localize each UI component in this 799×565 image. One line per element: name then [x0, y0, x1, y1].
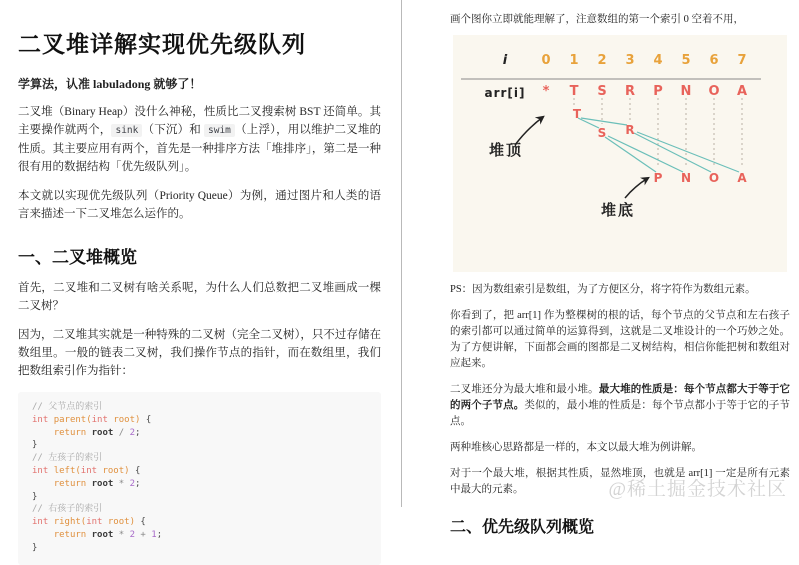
right-column — [450, 0, 790, 537]
tree-node: N — [680, 171, 692, 185]
tree-node: P — [653, 171, 663, 185]
array-label: arr[i] — [484, 86, 526, 100]
paragraph-text: （下沉）和 — [142, 124, 201, 136]
inline-code-sink: sink — [111, 124, 142, 137]
index-number: 1 — [569, 53, 579, 68]
array-cell: * — [542, 84, 550, 99]
array-cell: O — [708, 84, 720, 99]
code-line: } — [32, 440, 38, 451]
array-cell: T — [569, 84, 579, 99]
index-number: 5 — [681, 53, 691, 68]
paragraph-text: 类似的，最小堆的性质是：每个节点都小于等于它的子节点。 — [450, 400, 791, 427]
code-line: return root / 2; — [53, 427, 141, 438]
index-number: 0 — [541, 53, 551, 68]
code-line: } — [32, 542, 38, 553]
code-line: // 左孩子的索引 — [32, 453, 103, 464]
tree-node: T — [572, 107, 582, 121]
code-line: int parent(int root) { — [32, 414, 152, 425]
paragraph-intro — [18, 103, 381, 176]
left-column — [18, 0, 381, 565]
array-cell: R — [624, 84, 636, 99]
paragraph-max-element: 对于一个最大堆，根据其性质，显然堆顶，也就是 arr[1] 一定是所有元素中最大的元素。 — [450, 468, 790, 495]
paragraph-text: （上浮），用以维护二叉堆的性质。其主要应用有两个，首先是一种排序方法「堆排序」，第二是一种很有用的数据结构「优先级队列」。 — [18, 124, 382, 173]
tree-node: S — [597, 126, 607, 140]
heap-array-diagram — [453, 35, 787, 272]
tree-node: A — [737, 171, 747, 185]
page-title: 二叉堆详解实现优先级队列 — [18, 32, 306, 57]
section-heading-2: 二、优先级队列概览 — [450, 519, 595, 536]
heap-top-label: 堆顶 — [489, 141, 524, 159]
index-number: 7 — [737, 53, 747, 68]
paragraph-explain: 因为，二叉堆其实就是一种特殊的二叉树（完全二叉树），只不过存储在数组里。一般的链表二叉树，我们操作节点的指针，而在数组里，我们把数组索引作为指针： — [18, 329, 381, 377]
section-heading-1: 一、二叉堆概览 — [18, 248, 137, 267]
tree-node: O — [708, 171, 720, 185]
heap-bottom-label: 堆底 — [601, 201, 636, 219]
paragraph-question: 首先，二叉堆和二叉树有啥关系呢，为什么人们总数把二叉堆画成一棵二叉树？ — [18, 282, 381, 312]
column-divider — [401, 0, 402, 507]
array-cell: S — [597, 84, 607, 99]
array-cell: A — [736, 84, 748, 99]
watermark-text: @稀土掘金技术社区 — [608, 479, 787, 500]
code-line: } — [32, 491, 38, 502]
max-heap-property: 最大堆的性质是：每个节点都大于等于它的两个子节点。 — [450, 384, 791, 411]
code-line: int left(int root) { — [32, 465, 141, 476]
index-number: 6 — [709, 53, 719, 68]
paragraph-purpose: 本文就以实现优先级队列（Priority Queue）为例，通过图片和人类的语言来描述一下二叉堆怎么运作的。 — [18, 190, 381, 220]
array-cell: N — [680, 84, 692, 99]
paragraph-diagram-intro: 画个图你立即就能理解了，注意数组的第一个索引 0 空着不用， — [450, 14, 744, 25]
code-line: return root * 2; — [53, 478, 141, 489]
paragraph-text: 二叉堆还分为最大堆和最小堆。 — [450, 384, 599, 395]
code-line: // 右孩子的索引 — [32, 504, 103, 515]
inline-code-swim: swim — [204, 124, 235, 137]
index-variable-label: i — [502, 53, 508, 68]
index-number: 3 — [625, 53, 635, 68]
paragraph-max-min-heap — [450, 382, 790, 430]
paragraph-array-root: 你看到了，把 arr[1] 作为整棵树的根的话，每个节点的父节点和左右孩子的索引都可以通过简单的运算得到，这就是二叉堆设计的一个巧妙之处。为了方便讲解，下面都会画的图都是二叉树结构，相信你能把树和数组对应起来。 — [450, 310, 790, 369]
paragraph-ps-note: PS：因为数组索引是数组，为了方便区分，将字符作为数组元素。 — [450, 284, 756, 295]
index-number: 2 — [597, 53, 607, 68]
paragraph-text: 二叉堆（Binary Heap）没什么神秘，性质比二叉搜索树 BST 还简单。其主要操作就两个， — [18, 106, 381, 136]
code-line: // 父节点的索引 — [32, 402, 103, 412]
paragraph-same-idea: 两种堆核心思路都是一样的，本文以最大堆为例讲解。 — [450, 442, 702, 453]
array-cell: P — [653, 84, 663, 99]
code-block — [18, 392, 381, 565]
code-line: int right(int root) { — [32, 517, 146, 528]
slogan-text: 学算法，认准 labuladong 就够了！ — [18, 77, 202, 91]
tree-node: R — [625, 123, 635, 137]
code-line: return root * 2 + 1; — [53, 529, 163, 540]
index-number: 4 — [653, 53, 663, 68]
